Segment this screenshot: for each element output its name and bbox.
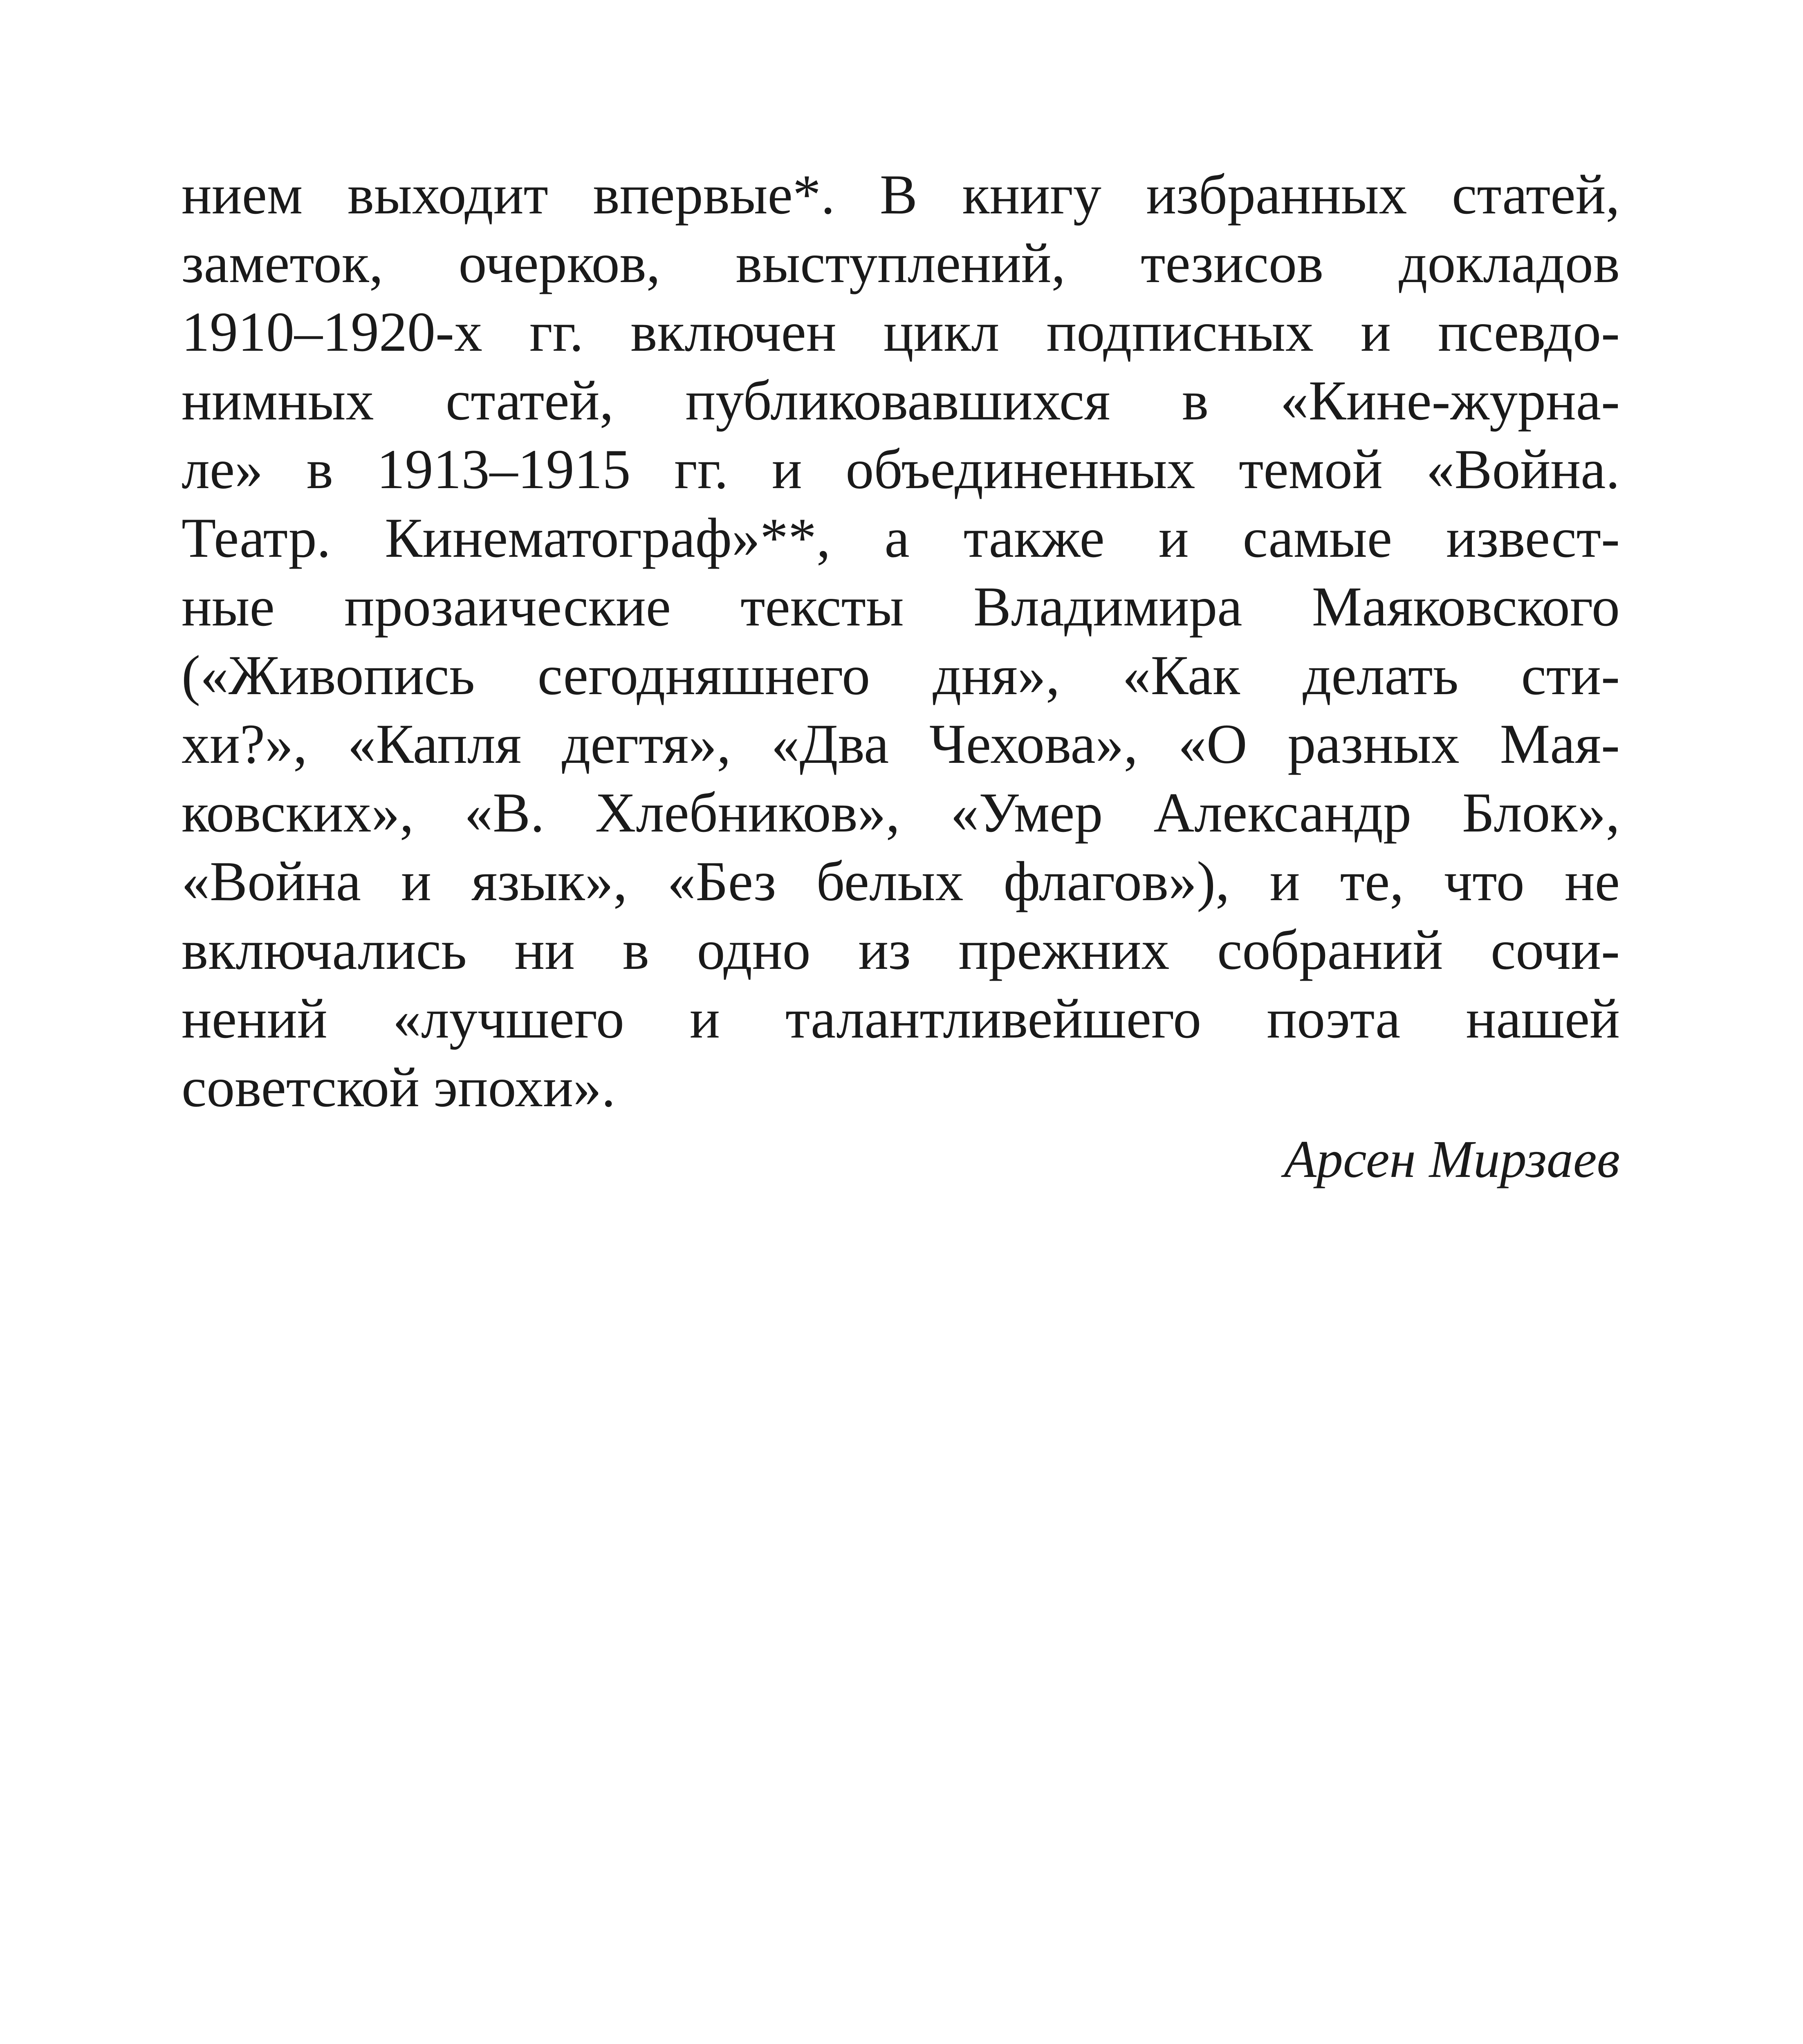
text-line: советской эпохи». [182, 1056, 616, 1118]
text-line: «Война и язык», «Без белых флагов»), и те, что не [182, 850, 1620, 912]
text-line: ле» в 1913–1915 гг. и объединенных темой «Война. [182, 438, 1620, 500]
text-line: нием выходит впервые*. В книгу избранных статей, [182, 163, 1620, 226]
text-line: Театр. Кинематограф»**, а также и самые извест- [182, 507, 1620, 569]
text-line: заметок, очерков, выступлений, тезисов докладов [182, 232, 1620, 294]
text-line: хи?», «Капля дегтя», «Два Чехова», «О разных Мая- [182, 713, 1620, 775]
text-line: включались ни в одно из прежних собраний сочи- [182, 919, 1620, 981]
main-paragraph [182, 160, 1620, 1122]
text-line: ковских», «В. Хлебников», «Умер Александр Блок», [182, 781, 1620, 844]
text-line: 1910–1920-х гг. включен цикл подписных и псевдо- [182, 300, 1620, 363]
text-line: нений «лучшего и талантливейшего поэта нашей [182, 987, 1620, 1050]
text-line: («Живопись сегодняшнего дня», «Как делать сти- [182, 644, 1620, 706]
text-line: нимных статей, публиковавшихся в «Кине-журна- [182, 369, 1620, 432]
author-signature: Арсен Мирзаев [1284, 1130, 1620, 1189]
text-line: ные прозаические тексты Владимира Маяковского [182, 575, 1620, 638]
